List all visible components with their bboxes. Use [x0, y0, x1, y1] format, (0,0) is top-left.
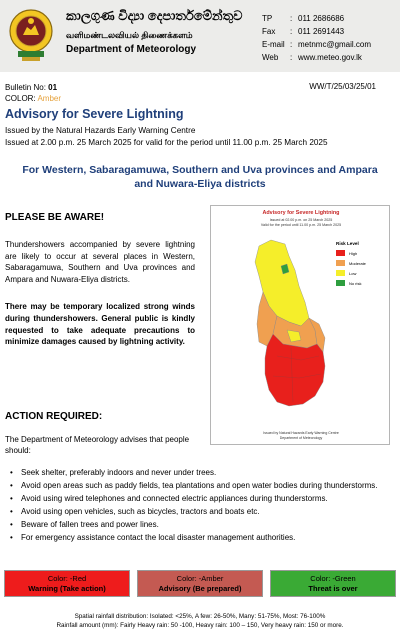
bulletin-info: [5, 82, 61, 104]
footnote-rainfall: Rainfall amount (mm): Fairly Heavy rain: 50 -100, Heavy rain: 100 – 150, Very heavy rain: 150 or more.: [56, 622, 344, 629]
color-box-amber: Color: -Amber Advisory (Be prepared): [137, 570, 263, 597]
color-value: Amber: [37, 94, 62, 103]
list-item: • Seek shelter, preferably indoors and never under trees.: [5, 467, 395, 478]
issued-by: Issued by the Natural Hazards Early Warning Centre: [5, 126, 196, 135]
list-item: • Avoid using wired telephones and connected electric appliances during thunderstorms.: [5, 493, 395, 504]
color-box-red: Color: -Red Warning (Take action): [4, 570, 130, 597]
legend-swatch-moderate: [336, 260, 345, 266]
legend-title: Risk Level: [336, 241, 359, 246]
sri-lanka-emblem-icon: [8, 6, 54, 64]
list-item: • Avoid using open vehicles, such as bicycles, tractors and boats etc.: [5, 506, 395, 517]
color-label: COLOR:: [5, 94, 36, 103]
aware-paragraph: Thundershowers accompanied by severe lightning are likely to occur at several places in Western, Sabaragamuwa, Southern and Uva provinces and Ampara and Nuwara-Eliya districts.: [5, 240, 195, 284]
contact-fax: Fax : 011 2691443: [262, 27, 345, 36]
aware-title: PLEASE BE AWARE!: [5, 212, 105, 223]
dept-name-tamil: வளிமண்டலவியல் திணைக்களம்: [66, 30, 193, 40]
winds-paragraph: There may be temporary localized strong winds during thundershowers. General public is kindly requested to take adequate precautions to minimize damages caused by lightning activity.: [5, 302, 195, 347]
list-item: • Beware of fallen trees and power lines.: [5, 519, 395, 530]
map-legend: [336, 241, 366, 290]
footnotes: [0, 612, 400, 630]
action-list: [5, 467, 395, 545]
risk-map: [210, 205, 390, 445]
advisory-title: Advisory for Severe Lightning: [5, 107, 184, 121]
letterhead: [0, 0, 400, 72]
provinces-heading: For Western, Sabaragamuwa, Southern and Uva provinces and Ampara and Nuwara-Eliya districts: [22, 164, 378, 190]
legend-swatch-low: [336, 270, 345, 276]
contact-email: E-mail : metnmc@gmail.com: [262, 40, 372, 49]
contact-web: Web : www.meteo.gov.lk: [262, 53, 362, 62]
list-item: • Avoid open areas such as paddy fields, tea plantations and open water bodies during thunderstorms.: [5, 480, 395, 491]
action-title: ACTION REQUIRED:: [5, 411, 103, 422]
dept-name-sinhala: කාලගුණ විද්‍යා දෙපාර්තමේන්තුව: [66, 8, 243, 23]
list-item: • For emergency assistance contact the local disaster management authorities.: [5, 532, 395, 543]
issued-at: Issued at 2.00 p.m. 25 March 2025 for valid for the period until 11.00 p.m. 25 March 2025: [5, 138, 328, 147]
legend-item-moderate: Moderate: [336, 260, 366, 266]
legend-item-low: Low: [336, 270, 366, 276]
map-subtitle: Issued at 02.00 p.m. on 25 March 2025 Valid for the period until 11.00 p.m. 25 March 2025: [260, 218, 342, 227]
action-intro: The Department of Meteorology advises that people should:: [5, 435, 190, 455]
aware-section: [5, 212, 195, 348]
color-box-green: Color: -Green Threat is over: [270, 570, 396, 597]
legend-swatch-high: [336, 250, 345, 256]
legend-item-norisk: No risk: [336, 280, 366, 286]
dept-name-english: Department of Meteorology: [66, 44, 197, 55]
bulletin-number-label: Bulletin No:: [5, 83, 46, 92]
footnote-distribution: Spatial rainfall distribution: Isolated: <25%, A few: 26-50%, Many: 51-75%, Most: 76-100%: [74, 613, 326, 620]
reference-number: WW/T/25/03/25/01: [309, 82, 376, 91]
bulletin-number: 01: [48, 83, 58, 92]
contact-tp: TP : 011 2686686: [262, 14, 345, 23]
legend-swatch-norisk: [336, 280, 345, 286]
issued-info: [5, 125, 328, 149]
map-footer: Issued by Natural Hazards Early Warning Centre Department of Meteorology: [263, 431, 339, 440]
map-title: Advisory for Severe Lightning: [262, 210, 340, 216]
legend-item-high: High: [336, 250, 366, 256]
contact-block: [262, 12, 371, 64]
